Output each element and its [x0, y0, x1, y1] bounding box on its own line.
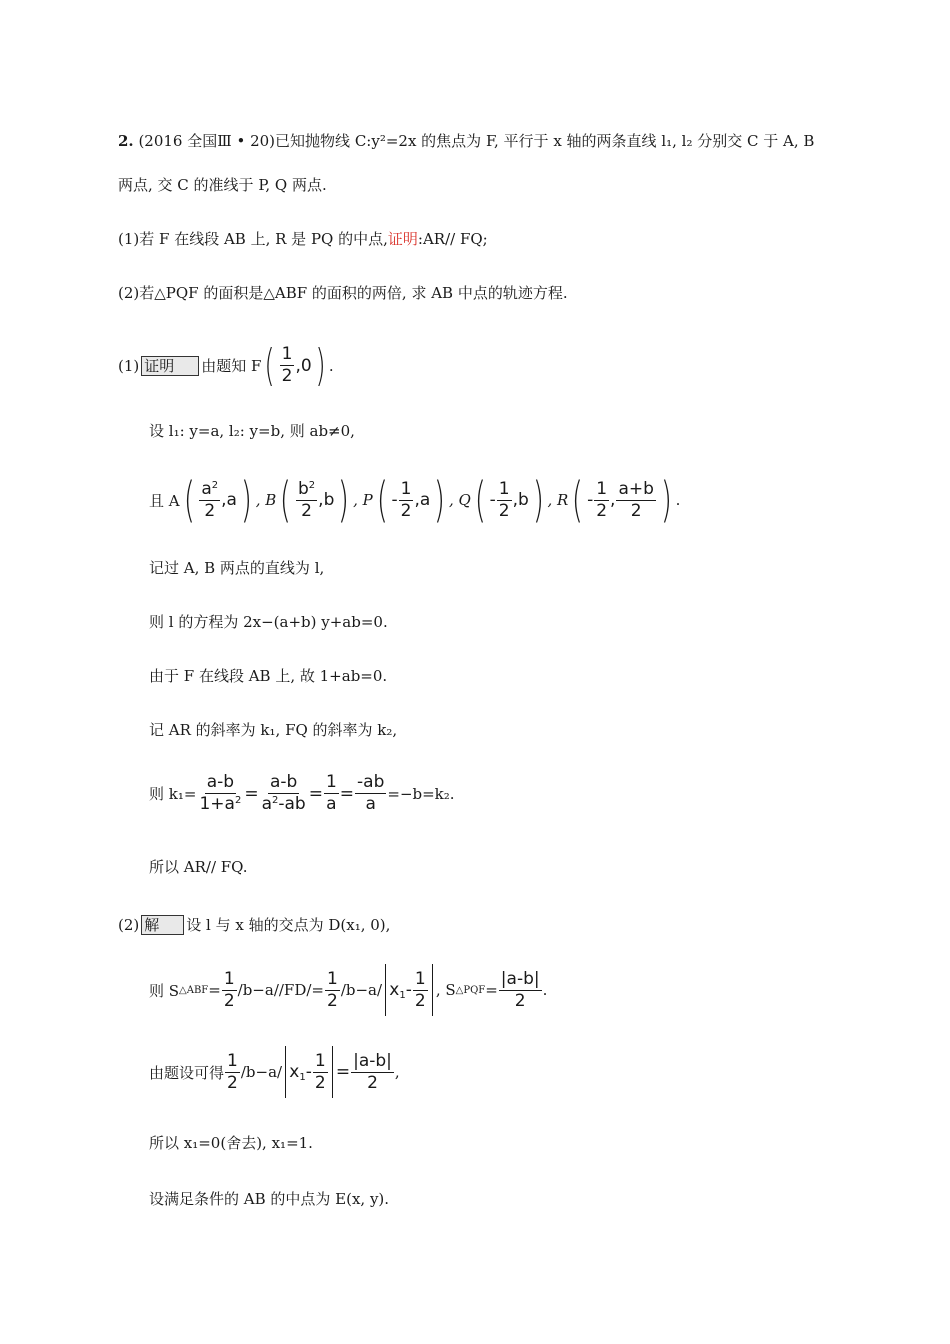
problem-source: (2016 全国Ⅲ • 20) [138, 132, 276, 150]
solution-2-header: (2) 解 设 l 与 x 轴的交点为 D(x₁, 0), [118, 915, 391, 934]
solution-1-header: (1) 证明 由题知 F ( $\frac{1}{2}$ ,0 ) . [118, 340, 334, 391]
x1-result: 所以 x₁=0(舍去), x₁=1. [149, 1134, 313, 1152]
prove-highlight: 证明 [387, 230, 418, 248]
problem-part-2: (2)若△PQF 的面积是△ABF 的面积的两倍, 求 AB 中点的轨迹方程. [118, 284, 568, 302]
problem-line-2: 两点, 交 C 的准线于 P, Q 两点. [118, 176, 327, 194]
problem-part-1: (1)若 F 在线段 AB 上, R 是 PQ 的中点,证明:AR// FQ; [118, 230, 488, 248]
problem-stem-1: 已知抛物线 C:y²=2x 的焦点为 F, 平行于 x 轴的两条直线 l₁, l₂ 分别交 C 于 A, B [275, 132, 815, 150]
problem-line-1 [118, 134, 814, 149]
f-on-segment: 由于 F 在线段 AB 上, 故 1+ab=0. [149, 667, 388, 685]
solution-label-box: 解 [141, 915, 184, 935]
conclusion-1: 所以 AR// FQ. [149, 858, 248, 876]
slope-calculation: 则 k₁= $\frac{a-b}{1+a^2}$ = $\frac{a-b}{a^2-ab}$ = $\frac{1}{a}$ = $\frac{-ab}{a}$ =−b=k₂. [149, 772, 455, 814]
proof-label-box: 证明 [141, 356, 199, 376]
slope-definitions: 记 AR 的斜率为 k₁, FQ 的斜率为 k₂, [149, 721, 398, 739]
point-coordinates: 且 A ( $\frac{a^2}{2}$ ,a ) , B ( $\frac{b^2}{2}$ ,b ) , P ( - $\frac{1}{2}$ ,a ) , Q ( - $\frac{1}{2}$ ,b ) , R ( - $\frac{1}{2}$ , $\frac{a+b}{2}$ ) . [149, 472, 681, 528]
area-formulas: 则 S △ABF = $\frac{1}{2}$ /b−a//FD/= $\frac{1}{2}$ /b−a/ $x_1-$ $\frac{1}{2}$ , S △PQF = $\frac{|a-b|}{2}$ . [149, 964, 547, 1016]
midpoint-definition: 设满足条件的 AB 的中点为 E(x, y). [149, 1190, 390, 1208]
line-ab-definition: 记过 A, B 两点的直线为 l, [149, 559, 325, 577]
line-definitions: 设 l₁: y=a, l₂: y=b, 则 ab≠0, [149, 422, 355, 440]
area-equation: 由题设可得 $\frac{1}{2}$ /b−a/ $x_1-$ $\frac{1}{2}$ = $\frac{|a-b|}{2}$ , [149, 1046, 400, 1098]
line-equation: 则 l 的方程为 2x−(a+b) y+ab=0. [149, 613, 388, 631]
fraction-half: $\frac{1}{2}$ [281, 344, 293, 386]
problem-number: 2. [118, 132, 134, 150]
